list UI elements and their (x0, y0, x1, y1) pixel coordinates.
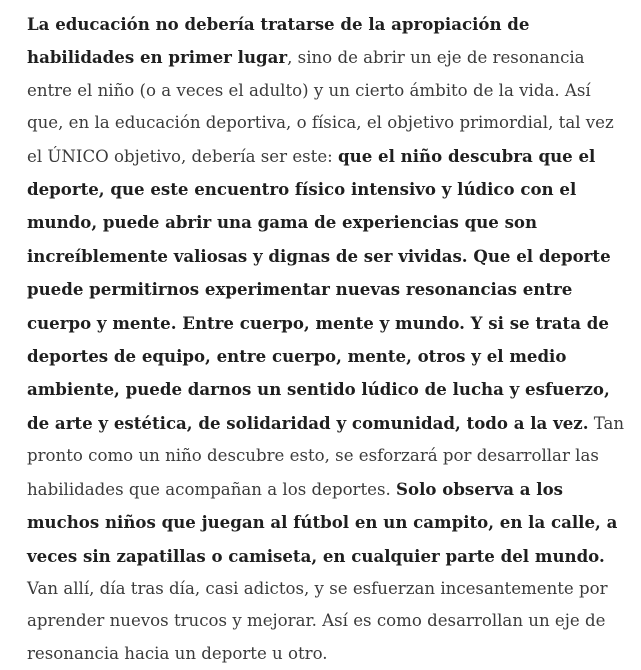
regular-segment-2: Tan pronto como un niño descubre esto, se esforzará por desarrollar las habilidades que acompañan a los deportes. (27, 413, 625, 499)
regular-segment-3: Van allí, día tras día, casi adictos, y se esfuerzan incesantemente por aprender nuevos trucos y mejorar. Así es como desarrollan un eje de resonancia hacia un deporte u otro. (27, 578, 608, 663)
bold-segment-3: Solo observa a los muchos niños que juegan al fútbol en un campito, en la calle, a veces sin zapatillas o camiseta, en cualquier parte del mundo. (27, 478, 618, 566)
bold-segment-1: La educación no debería tratarse de la apropiación de habilidades en primer lugar (27, 14, 530, 68)
regular-segment-1: , sino de abrir un eje de resonancia entre el niño (o a veces el adulto) y un cierto ámbito de la vida. Así que, en la educación deportiva, o física, el objetivo primordial, tal vez el ÚNICO objetivo, debería ser este: (27, 48, 614, 166)
body-paragraph (27, 8, 627, 670)
bold-segment-2: que el niño descubra que el deporte, que este encuentro físico intensivo y lúdico con el mundo, puede abrir una gama de experiencias que son increíblemente valiosas y dignas de ser vividas. Que el deporte puede permitirnos experimentar nuevas resonancias entre cuerpo y mente. Entre cuerpo, mente y mundo. Y si se trata de deportes de equipo, entre cuerpo, mente, otros y el medio ambiente, puede darnos un sentido lúdico de lucha y esfuerzo, de arte y estética, de solidaridad y comunidad, todo a la vez. (27, 145, 611, 433)
